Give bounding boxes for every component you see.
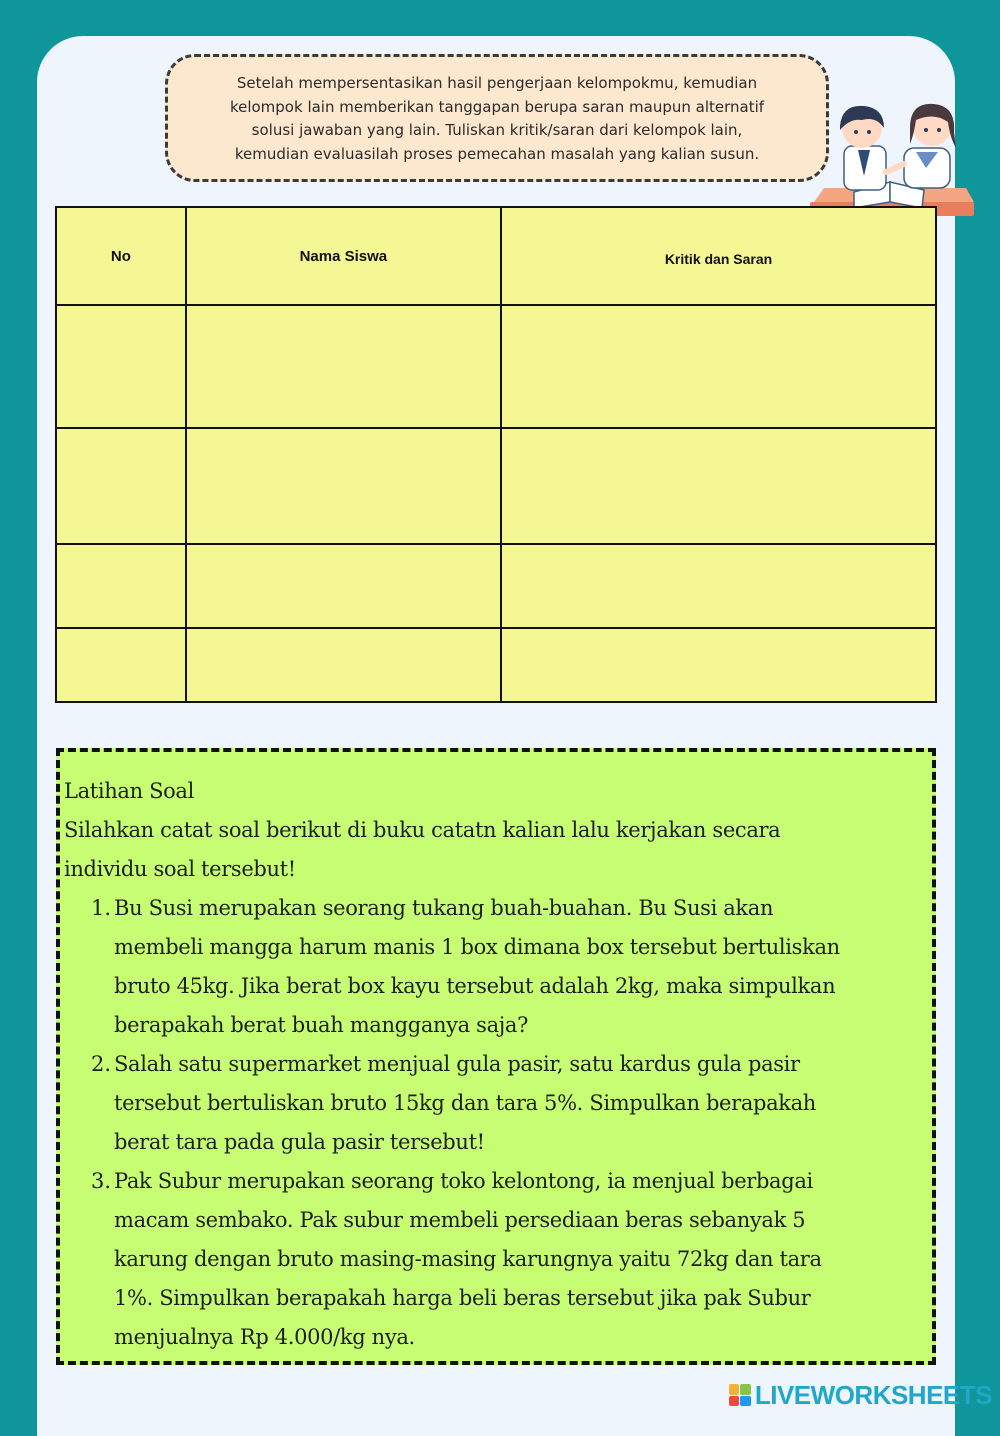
evaluation-table (55, 206, 937, 703)
question-line: tersebut bertuliskan bruto 15kg dan tara 5%. Simpulkan berapakah (114, 1091, 816, 1115)
question-line: Bu Susi merupakan seorang tukang buah-buahan. Bu Susi akan (114, 896, 774, 920)
header-kritik-saran: Kritik dan Saran (501, 207, 936, 305)
cell-nama-siswa[interactable] (186, 305, 501, 428)
table-row (56, 544, 936, 628)
question-line: membeli mangga harum manis 1 box dimana box tersebut bertuliskan (114, 935, 840, 959)
exercise-title: Latihan Soal (64, 779, 194, 803)
question-line: bruto 45kg. Jika berat box kayu tersebut adalah 2kg, maka simpulkan (114, 974, 836, 998)
question-item (64, 1045, 932, 1162)
exercise-intro-line: Silahkan catat soal berikut di buku catatn kalian lalu kerjakan secara (64, 818, 781, 842)
instruction-line: kelompok lain memberikan tanggapan berupa saran maupun alternatif (229, 97, 765, 116)
instruction-line: Setelah mempersentasikan hasil pengerjaan kelompokmu, kemudian (236, 74, 758, 92)
students-studying-icon (806, 98, 978, 220)
exercise-intro-line: individu soal tersebut! (64, 857, 296, 881)
table-row (56, 428, 936, 544)
question-line: Pak Subur merupakan seorang toko kelontong, ia menjual berbagai (114, 1169, 813, 1193)
question-line: berapakah berat buah mangganya saja? (114, 1013, 529, 1037)
question-number: 1. (91, 896, 112, 920)
table-row (56, 628, 936, 702)
question-list (64, 889, 932, 1357)
cell-nama-siswa[interactable] (186, 428, 501, 544)
liveworksheets-brand[interactable] (729, 1379, 992, 1410)
question-line: 1%. Simpulkan berapakah harga beli beras tersebut jika pak Subur (114, 1286, 811, 1310)
question-line: berat tara pada gula pasir tersebut! (114, 1130, 485, 1154)
question-line: macam sembako. Pak subur membeli persediaan beras sebanyak 5 (114, 1208, 806, 1232)
cell-kritik-saran[interactable] (501, 628, 936, 702)
question-line: Salah satu supermarket menjual gula pasir, satu kardus gula pasir (114, 1052, 800, 1076)
exercise-box (56, 748, 936, 1365)
cell-nama-siswa[interactable] (186, 544, 501, 628)
cell-kritik-saran[interactable] (501, 305, 936, 428)
header-no: No (56, 207, 186, 305)
brand-text: LIVEWORKSHEETS (754, 1379, 992, 1410)
table-header-row (56, 207, 936, 305)
question-item (64, 889, 932, 1045)
header-nama-siswa: Nama Siswa (186, 207, 501, 305)
instruction-box (165, 54, 829, 182)
question-item (64, 1162, 932, 1357)
instruction-line: kemudian evaluasilah proses pemecahan masalah yang kalian susun. (234, 144, 760, 163)
cell-no[interactable] (56, 428, 186, 544)
question-line: karung dengan bruto masing-masing karungnya yaitu 72kg dan tara (114, 1247, 822, 1271)
question-number: 3. (91, 1169, 112, 1193)
question-line: menjualnya Rp 4.000/kg nya. (114, 1325, 415, 1349)
cell-nama-siswa[interactable] (186, 628, 501, 702)
liveworksheets-logo-icon (729, 1384, 751, 1406)
cell-no[interactable] (56, 628, 186, 702)
cell-kritik-saran[interactable] (501, 544, 936, 628)
instruction-line: solusi jawaban yang lain. Tuliskan kritik/saran dari kelompok lain, (251, 121, 743, 139)
cell-no[interactable] (56, 305, 186, 428)
table-row (56, 305, 936, 428)
cell-kritik-saran[interactable] (501, 428, 936, 544)
cell-no[interactable] (56, 544, 186, 628)
question-number: 2. (91, 1052, 112, 1076)
